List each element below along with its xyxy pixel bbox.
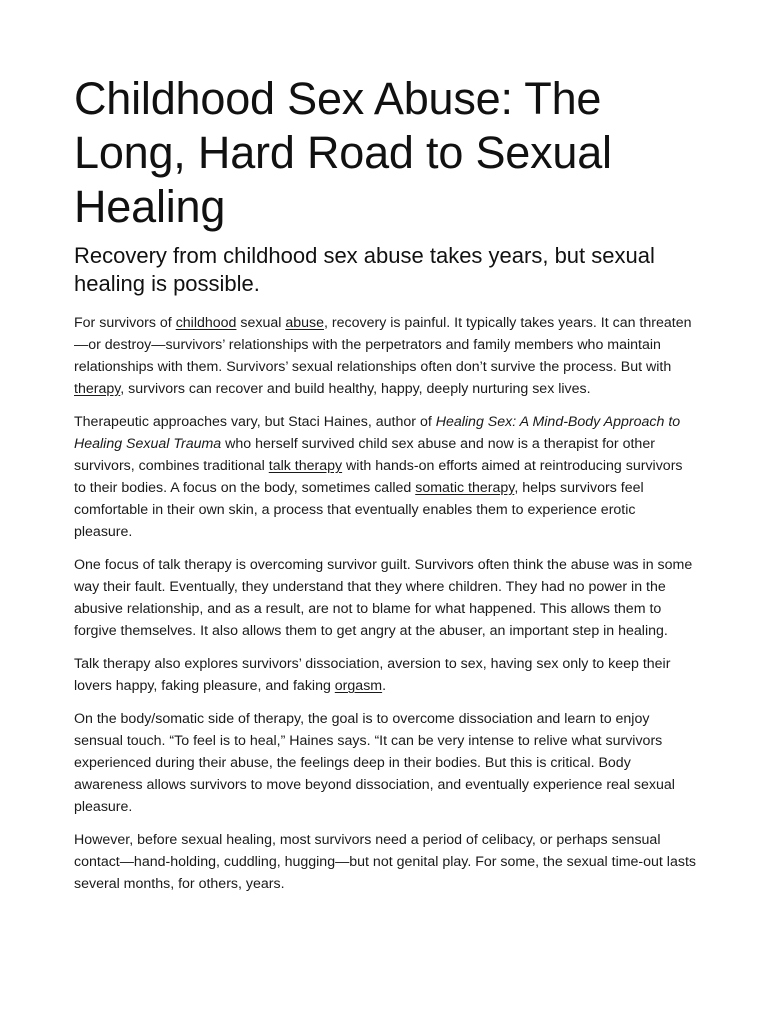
link-orgasm[interactable]: orgasm	[334, 678, 383, 694]
paragraph-text: who herself survived child sex abuse and now is a therapist for other survivors, combines traditional	[74, 436, 655, 474]
article	[74, 72, 696, 906]
paragraph-text: , helps survivors feel comfortable in their own skin, a process that eventually enables them to experience erotic pleasure.	[74, 480, 644, 540]
link-therapy[interactable]: therapy	[74, 381, 121, 397]
paragraph-3: One focus of talk therapy is overcoming survivor guilt. Survivors often think the abuse was in some way their fault. Eventually, they understand that they where children. They had no power in the abusive relationship, and as a result, are not to blame for what happened. This allows them to forgive themselves. It also allows them to get angry at the abuser, an important step in healing.	[74, 557, 693, 639]
book-title: Healing Sex: A Mind-Body Approach to Healing Sexual Trauma	[74, 414, 681, 452]
paragraph-text: , recovery is painful. It typically takes years. It can threaten—or destroy—survivors’ relationships with the perpetrators and family members who maintain relationships with them. Survivors’ sexual relationships often don’t survive the process. But with	[74, 315, 692, 375]
paragraph-text: Therapeutic approaches vary, but Staci Haines, author of	[74, 414, 436, 430]
paragraph-text: , survivors can recover and build healthy, happy, deeply nurturing sex lives.	[120, 381, 591, 397]
paragraph-2	[74, 411, 696, 543]
paragraph-text: .	[382, 678, 387, 694]
paragraph-1	[74, 312, 696, 400]
article-title: Childhood Sex Abuse: The Long, Hard Road to Sexual Healing	[74, 73, 612, 232]
paragraph-4	[74, 653, 696, 697]
paragraph-text: sexual	[236, 315, 286, 331]
paragraph-text: For survivors of	[74, 315, 176, 331]
link-somatic-therapy[interactable]: somatic therapy	[415, 480, 515, 496]
paragraph-5: On the body/somatic side of therapy, the goal is to overcome dissociation and learn to enjoy sensual touch. “To feel is to heal,” Haines says. “It can be very intense to relive what survivors experienced during their abuse, the feelings deep in their bodies. But this is critical. Body awareness allows survivors to move beyond dissociation, and eventually experience real sexual pleasure.	[74, 711, 675, 815]
paragraph-text: with hands-on efforts aimed at reintroducing survivors to their bodies. A focus on the body, sometimes called	[74, 458, 683, 496]
link-abuse[interactable]: abuse	[285, 315, 325, 331]
paragraph-6: However, before sexual healing, most survivors need a period of celibacy, or perhaps sensual contact—hand-holding, cuddling, hugging—but not genital play. For some, the sexual time-out lasts several months, for others, years.	[74, 832, 696, 892]
link-talk-therapy[interactable]: talk therapy	[268, 458, 343, 474]
paragraph-text: Talk therapy also explores survivors’ dissociation, aversion to sex, having sex only to keep their lovers happy, faking pleasure, and faking	[74, 656, 671, 694]
link-childhood[interactable]: childhood	[175, 315, 237, 331]
article-subtitle: Recovery from childhood sex abuse takes years, but sexual healing is possible.	[74, 243, 655, 296]
